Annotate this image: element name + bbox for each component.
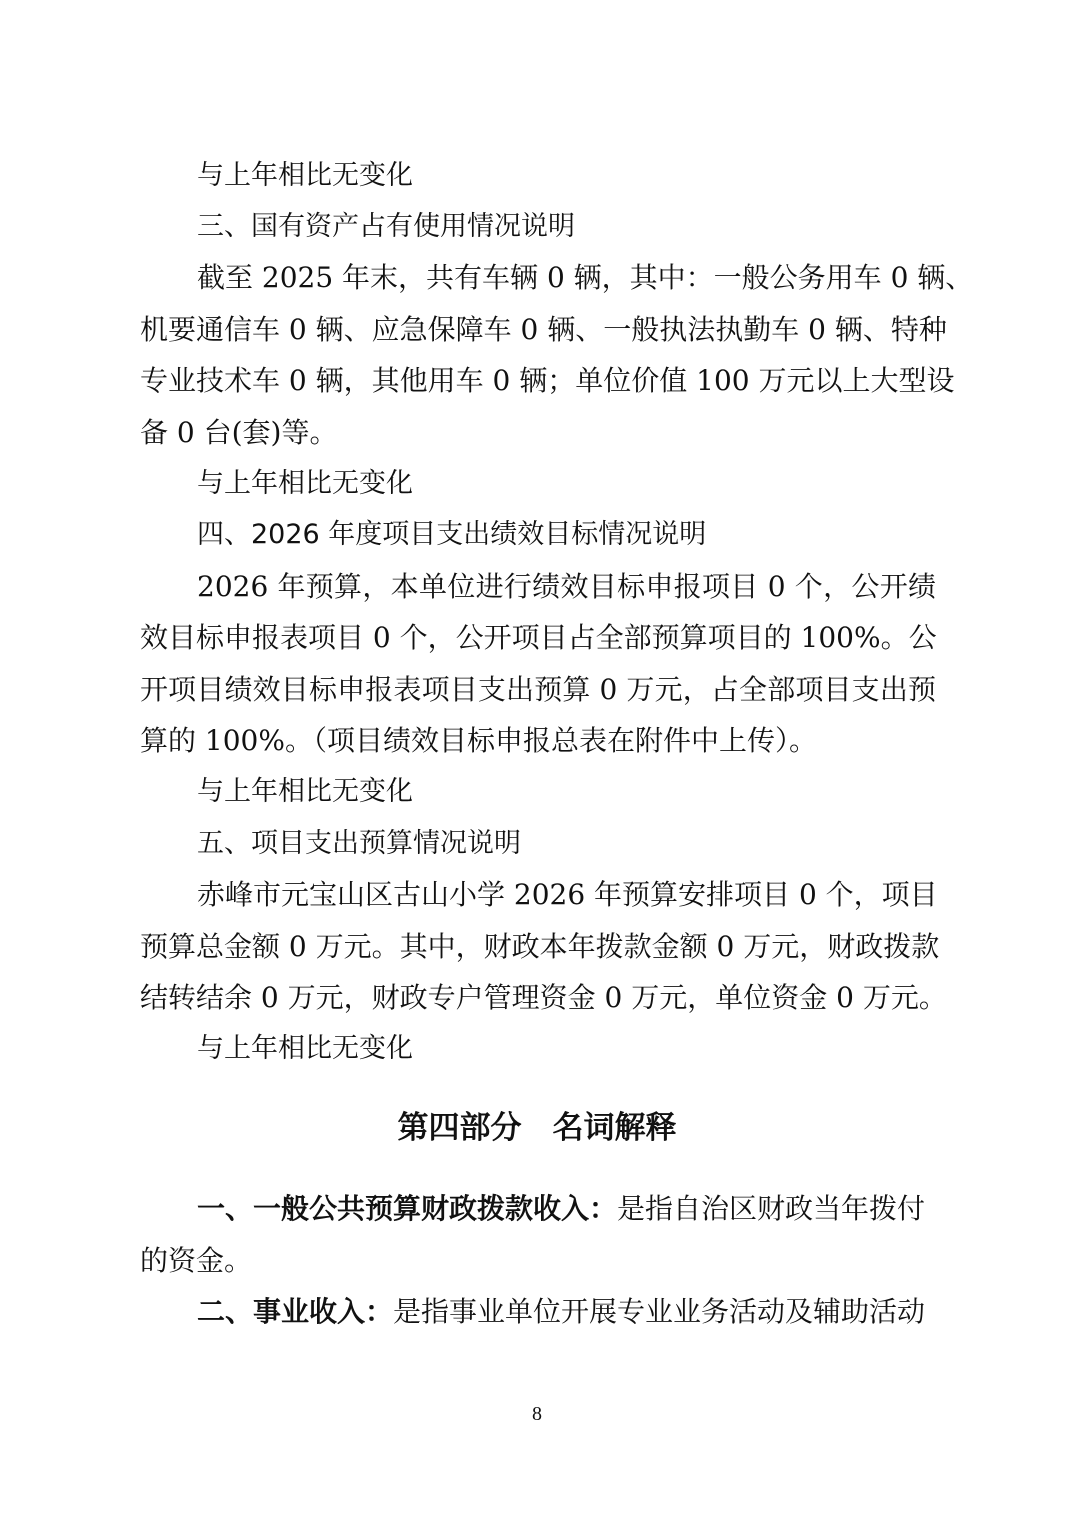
paragraph-line: 效目标申报表项目 0 个，公开项目占全部预算项目的 100%。公 xyxy=(140,621,937,654)
part-four-title: 第四部分 名词解释 xyxy=(397,1110,677,1146)
definition-1-term: 一、一般公共预算财政拨款收入： xyxy=(197,1192,618,1225)
definition-1-text: 是指自治区财政当年拨付 xyxy=(617,1192,926,1225)
no-change-note-3: 与上年相比无变化 xyxy=(197,776,413,807)
paragraph-line: 机要通信车 0 辆、应急保障车 0 辆、一般执法执勤车 0 辆、特种 xyxy=(140,313,947,346)
section-four-heading: 四、2026 年度项目支出绩效目标情况说明 xyxy=(197,519,707,550)
paragraph-line: 预算总金额 0 万元。其中，财政本年拨款金额 0 万元，财政拨款 xyxy=(140,930,940,963)
paragraph-line: 备 0 台(套)等。 xyxy=(140,416,338,449)
definition-2-term: 二、事业收入： xyxy=(197,1295,394,1328)
no-change-note-4: 与上年相比无变化 xyxy=(197,1033,413,1064)
paragraph-line: 结转结余 0 万元，财政专户管理资金 0 万元，单位资金 0 万元。 xyxy=(140,981,947,1014)
definition-1-continuation: 的资金。 xyxy=(140,1244,253,1277)
page-number: 8 xyxy=(532,1403,542,1425)
no-change-note-2: 与上年相比无变化 xyxy=(197,468,413,499)
paragraph-line: 专业技术车 0 辆，其他用车 0 辆；单位价值 100 万元以上大型设 xyxy=(140,364,955,397)
section-three-heading: 三、国有资产占有使用情况说明 xyxy=(197,211,575,242)
definition-1 xyxy=(197,1193,936,1225)
paragraph-line: 开项目绩效目标申报表项目支出预算 0 万元，占全部项目支出预 xyxy=(140,673,936,706)
section-five-heading: 五、项目支出预算情况说明 xyxy=(197,828,521,859)
no-change-note-1: 与上年相比无变化 xyxy=(197,160,413,191)
definition-2-text: 是指事业单位开展专业业务活动及辅助活动 xyxy=(393,1295,926,1328)
paragraph-line: 赤峰市元宝山区古山小学 2026 年预算安排项目 0 个，项目 xyxy=(197,878,938,911)
paragraph-line: 算的 100%。（项目绩效目标申报总表在附件中上传）。 xyxy=(140,724,817,757)
definition-2 xyxy=(197,1296,936,1328)
paragraph-line: 截至 2025 年末，共有车辆 0 辆，其中：一般公务用车 0 辆、 xyxy=(197,261,974,294)
paragraph-line: 2026 年预算，本单位进行绩效目标申报项目 0 个，公开绩 xyxy=(197,570,936,603)
